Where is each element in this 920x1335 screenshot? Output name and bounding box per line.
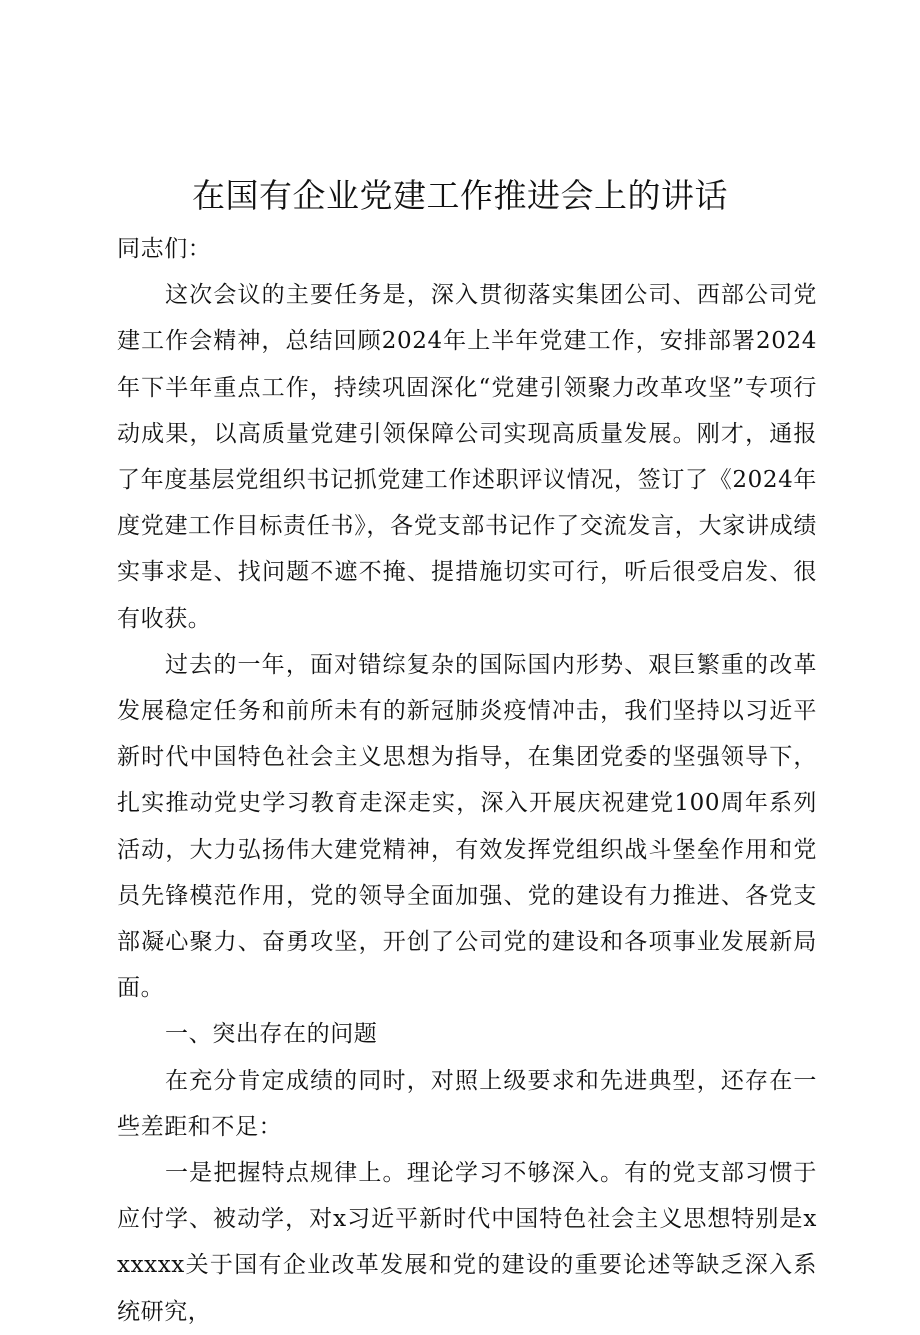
paragraph-point-one: 一是把握特点规律上。理论学习不够深入。有的党支部习惯于应付学、被动学，对x习近平新时代中国特色社会主义思想特别是xxxxxx关于国有企业改革发展和党的建设的重要论述等缺乏深入系统研究， <box>117 1160 817 1325</box>
document-title: 在国有企业党建工作推进会上的讲话 <box>192 176 728 215</box>
paragraph-past-year: 过去的一年，面对错综复杂的国际国内形势、艰巨繁重的改革发展稳定任务和前所未有的新冠肺炎疫情冲击，我们坚持以习近平新时代中国特色社会主义思想为指导，在集团党委的坚强领导下，扎实推动党史学习教育走深走实，深入开展庆祝建党100周年系列活动，大力弘扬伟大建党精神，有效发挥党组织战斗堡垒作用和党员先锋模范作用，党的领导全面加强、党的建设有力推进、各党支部凝心聚力、奋勇攻坚，开创了公司党的建设和各项事业发展新局面。 <box>117 651 817 1002</box>
section-heading: 一、突出存在的问题 <box>165 1021 378 1048</box>
document-body <box>117 226 817 1335</box>
salutation: 同志们： <box>117 236 212 262</box>
paragraph-shortcomings-intro: 在充分肯定成绩的同时，对照上级要求和先进典型，还存在一些差距和不足： <box>117 1067 817 1140</box>
paragraph-meeting-tasks: 这次会议的主要任务是，深入贯彻落实集团公司、西部公司党建工作会精神，总结回顾2024年上半年党建工作，安排部署2024年下半年重点工作，持续巩固深化“党建引领聚力改革攻坚”专项行动成果，以高质量党建引领保障公司实现高质量发展。刚才，通报了年度基层党组织书记抓党建工作述职评议情况，签订了《2024年度党建工作目标责任书》，各党支部书记作了交流发言，大家讲成绩实事求是、找问题不遮不掩、提措施切实可行，听后很受启发、很有收获。 <box>117 282 817 632</box>
